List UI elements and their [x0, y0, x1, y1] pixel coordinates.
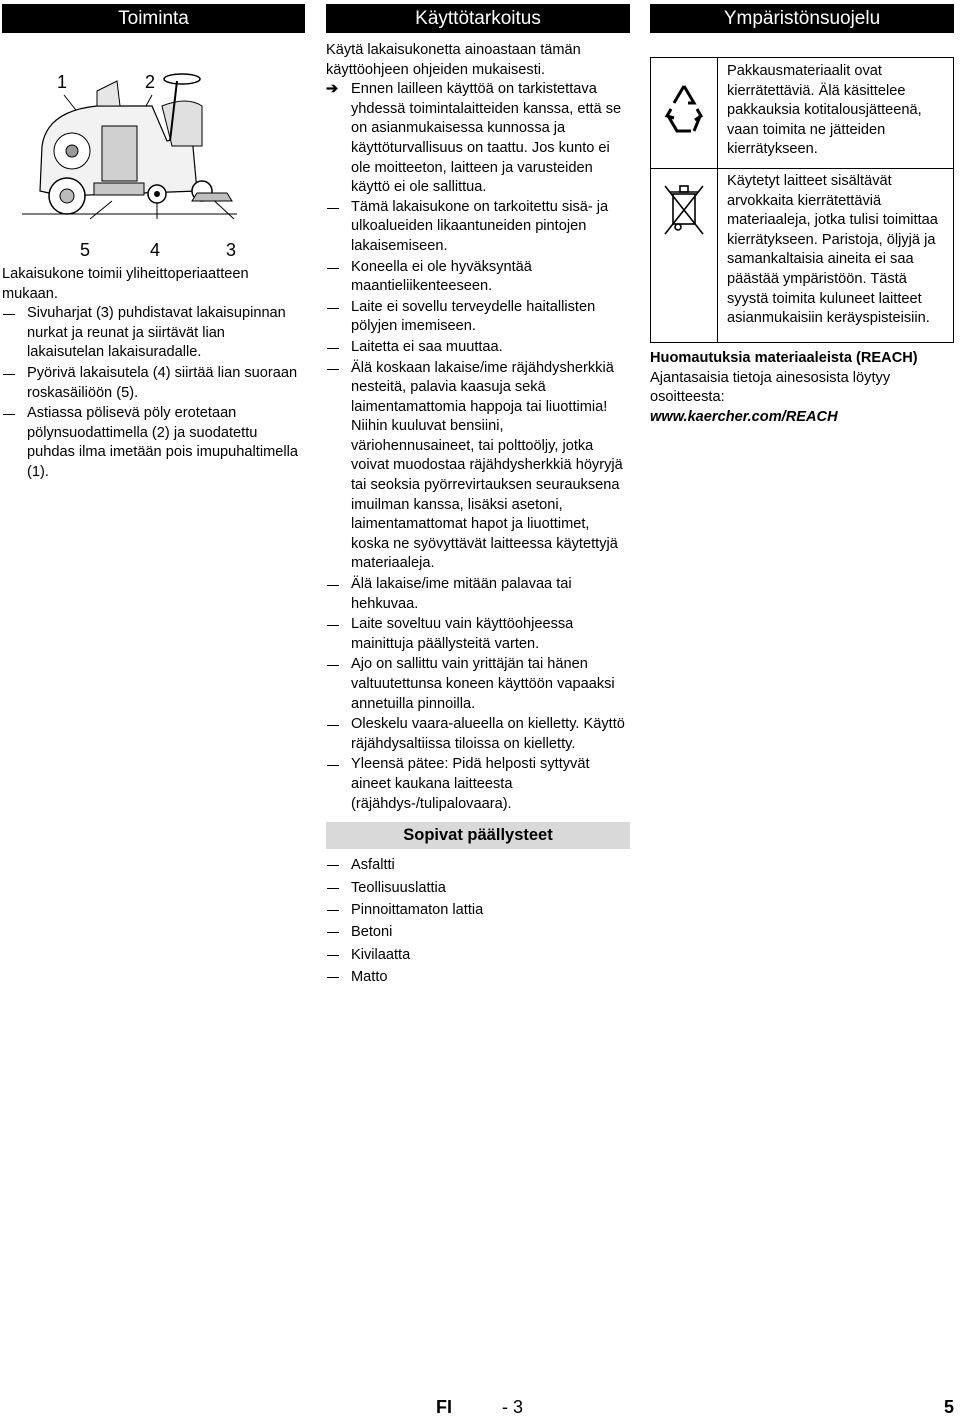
section-title: Ympäristönsuojelu — [650, 4, 954, 33]
list-item: Älä lakaise/ime mitään palavaa tai hehkuvaa. — [326, 575, 630, 614]
arrow-note — [326, 80, 630, 198]
list-item: Ajo on sallittu vain yrittäjän tai hänen valtuutettunsa koneen käyttöön vapaaksi annetuilla pinnoilla. — [326, 655, 630, 714]
section-kayttotarkoitus — [326, 4, 630, 990]
figure-label-5: 5 — [80, 240, 91, 260]
intro-text: Käytä lakaisukonetta ainoastaan tämän käyttöohjeen ohjeiden mukaisesti. — [326, 42, 581, 78]
figure-label-1: 1 — [57, 72, 68, 92]
reach-title: Huomautuksia materiaaleista (REACH) — [650, 350, 918, 366]
list-item: Laite ei sovellu terveydelle haitallisten pölyjen imemiseen. — [326, 298, 630, 337]
list-item: Asfaltti — [326, 855, 630, 876]
section-title: Toiminta — [2, 4, 305, 33]
recycle-icon — [659, 76, 709, 146]
list-item: Sivuharjat (3) puhdistavat lakaisupinnan nurkat ja reunat ja siirtävät lian lakaisutelan lakaisuradalle. — [2, 304, 305, 363]
usage-rules-list — [326, 198, 630, 814]
arrow-right-icon: ➔ — [326, 81, 339, 98]
figure-label-3: 3 — [226, 240, 237, 260]
list-item: Oleskelu vaara-alueella on kielletty. Käyttö räjähdysaltiissa tiloissa on kielletty. — [326, 715, 630, 754]
surfaces-title: Sopivat päällysteet — [326, 822, 630, 849]
crossed-bin-icon — [661, 180, 707, 242]
intro-text: Lakaisukone toimii yliheittoperiaatteen mukaan. — [2, 266, 249, 302]
weee-text: Käytetyt laitteet sisältävät arvokkaita kierrätettäviä materiaaleja, jotka tulisi toimittaa kierrätykseen. Paristoja, öljyjä ja samankaltaisia aineita ei saa päästää ympäristöön. Tästä syystä toimita kuluneet laitteet asianmukaisiin keräyspisteisiin. — [727, 173, 938, 327]
footer-language: FI — [436, 1397, 452, 1417]
figure-label-4: 4 — [150, 240, 161, 260]
footer-page-code: - 3 — [502, 1397, 524, 1417]
sweeper-diagram — [2, 51, 305, 261]
recycle-text: Pakkausmateriaalit ovat kierrätettäviä. Älä käsittelee pakkauksia kotitalousjätteenä, vaan toimita ne jätteiden kierrätykseen. — [727, 63, 922, 158]
section-title: Käyttötarkoitus — [326, 4, 630, 33]
list-item: Matto — [326, 967, 630, 988]
arrow-note-text: Ennen lailleen käyttöä on tarkistettava yhdessä toimintalaitteiden kanssa, että se on asianmukaisessa kunnossa ja käyttöturvallisuus on taattu. Jos kunto ei ole moitteeton, laitteen ja varusteiden käyttö ei ole sallittua. — [351, 81, 622, 196]
list-item: Yleensä pätee: Pidä helposti syttyvät aineet kaukana laitteesta (räjähdys-/tulipalovaara). — [326, 755, 630, 814]
surfaces-list — [326, 855, 630, 988]
reach-link[interactable]: www.kaercher.com/REACH — [650, 408, 838, 425]
section-toiminta — [2, 4, 305, 484]
footer-page-number: 5 — [944, 1397, 955, 1417]
list-item: Kivilaatta — [326, 945, 630, 966]
environment-notes-table — [650, 57, 954, 343]
list-item: Älä koskaan lakaise/ime räjähdysherkkiä nesteitä, palavia kaasuja sekä laimentamattomia happoja tai liuottimia! Niihin kuuluvat bensiini, väriohennusaineet, tai polttoöljy, jotka voivat muodostaa räjähdysherkkiä höyryjä tai seoksia pyörrevirtauksen seurauksena imuilman kanssa, lisäksi asetoni, laimentamattomat hapot ja liuottimet, koska ne syövyttävät laitteessa käytettyjä materiaaleja. — [326, 359, 630, 575]
list-item: Laitetta ei saa muuttaa. — [326, 338, 630, 358]
section-ymparistonsuojelu — [650, 4, 954, 427]
figure-label-2: 2 — [145, 72, 156, 92]
list-item: Betoni — [326, 922, 630, 943]
list-item: Koneella ei ole hyväksyntää maantieliikenteeseen. — [326, 258, 630, 297]
list-item: Astiassa pölisevä pöly erotetaan pölynsuodattimella (2) ja suodatettu puhdas ilma imetään pois imupuhaltimella (1). — [2, 404, 305, 482]
list-item: Pinnoittamaton lattia — [326, 900, 630, 921]
list-item: Laite soveltuu vain käyttöohjeessa mainittuja päällysteitä varten. — [326, 615, 630, 654]
list-item: Pyörivä lakaisutela (4) siirtää lian suoraan roskasäiliöön (5). — [2, 364, 305, 403]
reach-text: Ajantasaisia tietoja ainesosista löytyy osoitteesta: — [650, 369, 891, 406]
list-item: Tämä lakaisukone on tarkoitettu sisä- ja ulkoalueiden likaantuneiden pintojen lakaisemiseen. — [326, 198, 630, 257]
list-item: Teollisuuslattia — [326, 878, 630, 899]
function-list — [2, 304, 305, 482]
